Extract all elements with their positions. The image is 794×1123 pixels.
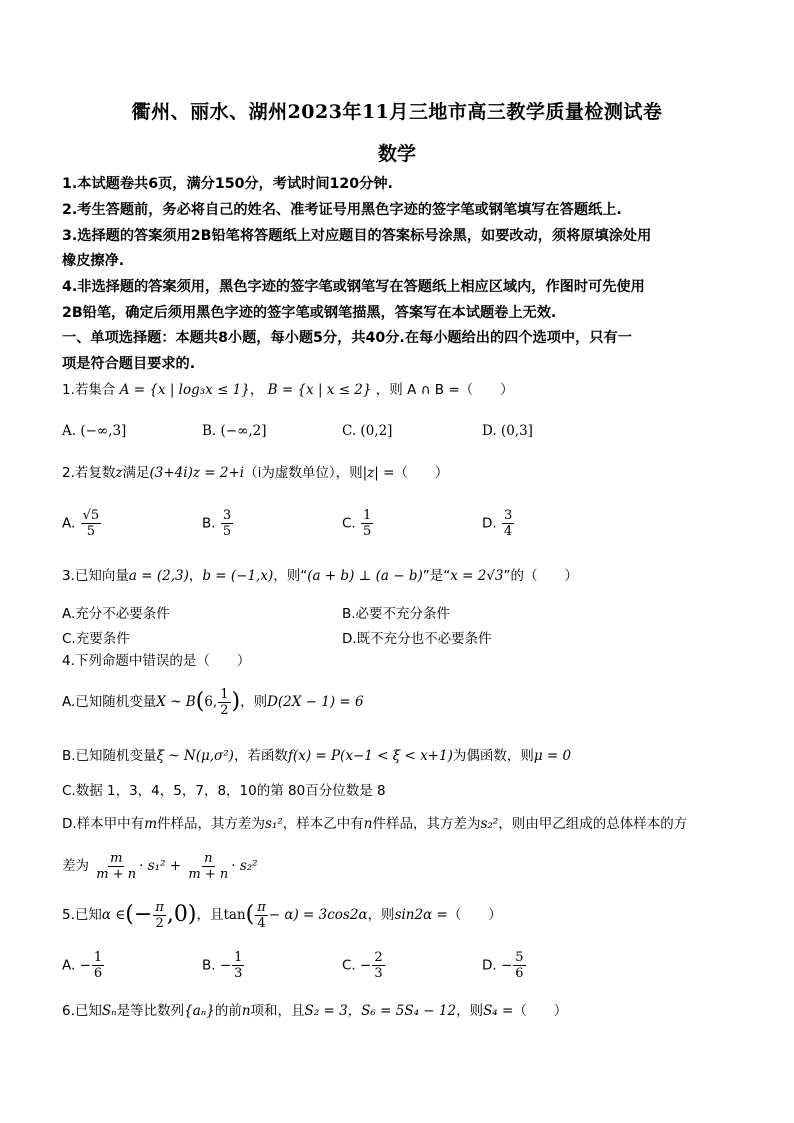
set-a: A = {x | log₃x ≤ 1} xyxy=(119,382,250,398)
section-heading-cont: 项是符合题目要求的. xyxy=(62,356,196,372)
q2-equation: (3+4i)z = 2+i xyxy=(149,465,245,481)
question-3: 3.已知向量a = (2,3)，b = (−1,x)，则“(a + b) ⊥ (a − b)”是“x = 2√3”的（ ） xyxy=(62,568,579,584)
section-heading: 一、单项选择题：本题共8小题，每小题5分，共40分.在每小题给出的四个选项中，只有一 xyxy=(62,330,632,346)
q2-option-d: D. $\frac{3}{4}$ xyxy=(482,508,513,539)
instruction-1: 1.本试题卷共6页，满分150分，考试时间120分钟. xyxy=(62,176,393,192)
set-b: B = {x | x ≤ 2} xyxy=(267,382,372,398)
vector-a: a = (2,3) xyxy=(128,568,189,584)
q1-option-b: B. (−∞,2] xyxy=(202,423,267,439)
q2-option-a: A. $\frac{√5}{5}$ xyxy=(62,508,100,539)
question-1: 1.若集合 A = {x | log₃x ≤ 1}， B = {x | x ≤ 2} ，则 A ∩ B =（ ） xyxy=(62,382,514,398)
q3-option-c: C.充要条件 xyxy=(62,631,130,647)
instruction-4-cont: 2B铅笔，确定后须用黑色字迹的签字笔或钢笔描黑，答案写在本试题卷上无效. xyxy=(62,305,557,321)
instruction-3-cont: 橡皮擦净. xyxy=(62,253,125,269)
question-5: 5.已知α ∈(− $\frac{\pi}{2}$ ,0)，且tan( $\frac{\pi}{4}$ − α) = 3cos2α，则sin2α =（ ） xyxy=(62,899,502,931)
q4-option-d: D.样本甲中有m件样品，其方差为s₁²，样本乙中有n件样品，其方差为s₂²，则由甲乙组成的总体样本的方 xyxy=(62,816,688,832)
q5-option-d: D. − $\frac{5}{6}$ xyxy=(482,950,524,981)
q5-option-c: C. − $\frac{2}{3}$ xyxy=(342,950,383,981)
q2-option-b: B. $\frac{3}{5}$ xyxy=(202,508,232,539)
exam-title: 衢州、丽水、湖州2023年11月三地市高三教学质量检测试卷 xyxy=(131,101,663,123)
q4-option-c: C.数据 1，3，4，5，7，8，10的第 80百分位数是 8 xyxy=(62,783,386,799)
instruction-3: 3.选择题的答案须用2B铅笔将答题纸上对应题目的答案标号涂黑，如要改动，须将原填涂处用 xyxy=(62,228,652,244)
q1-option-a: A. (−∞,3] xyxy=(62,423,127,439)
q2-option-c: C. $\frac{1}{5}$ xyxy=(342,508,372,539)
q3-option-d: D.既不充分也不必要条件 xyxy=(342,631,492,647)
vector-b: b = (−1,x) xyxy=(202,568,274,584)
q5-option-b: B. − $\frac{1}{3}$ xyxy=(202,950,243,981)
instruction-4: 4.非选择题的答案须用，黑色字迹的签字笔或钢笔写在答题纸上相应区域内，作图时可先使用 xyxy=(62,279,645,295)
subject-title: 数学 xyxy=(377,143,416,165)
q3-option-b: B.必要不充分条件 xyxy=(342,606,451,622)
q3-option-a: A.充分不必要条件 xyxy=(62,606,170,622)
question-6: 6.已知Sₙ是等比数列{aₙ}的前n项和，且S₂ = 3，S₆ = 5S₄ − 12，则S₄ =（ ） xyxy=(62,1003,568,1019)
instruction-2: 2.考生答题前，务必将自己的姓名、准考证号用黑色字迹的签字笔或钢笔填写在答题纸上. xyxy=(62,202,622,218)
q4-option-b: B.已知随机变量ξ ~ N(μ,σ²)，若函数f(x) = P(x−1 < ξ < x+1)为偶函数，则μ = 0 xyxy=(62,748,572,764)
question-4: 4.下列命题中错误的是（ ） xyxy=(62,653,251,669)
q1-option-d: D. (0,3] xyxy=(482,423,533,439)
q1-option-c: C. (0,2] xyxy=(342,423,393,439)
q5-option-a: A. − $\frac{1}{6}$ xyxy=(62,950,103,981)
question-2: 2.若复数z满足(3+4i)z = 2+i（i为虚数单位），则|z| =（ ） xyxy=(62,465,449,481)
q4-option-d-cont: 差为 $\frac{m}{m + n}$ · s₁² + $\frac{n}{m + n}$ · s₂² xyxy=(62,850,258,882)
q4-option-a: A.已知随机变量X ~ B(6, $\frac{1}{2}$ )，则D(2X − 1) = 6 xyxy=(62,686,364,718)
